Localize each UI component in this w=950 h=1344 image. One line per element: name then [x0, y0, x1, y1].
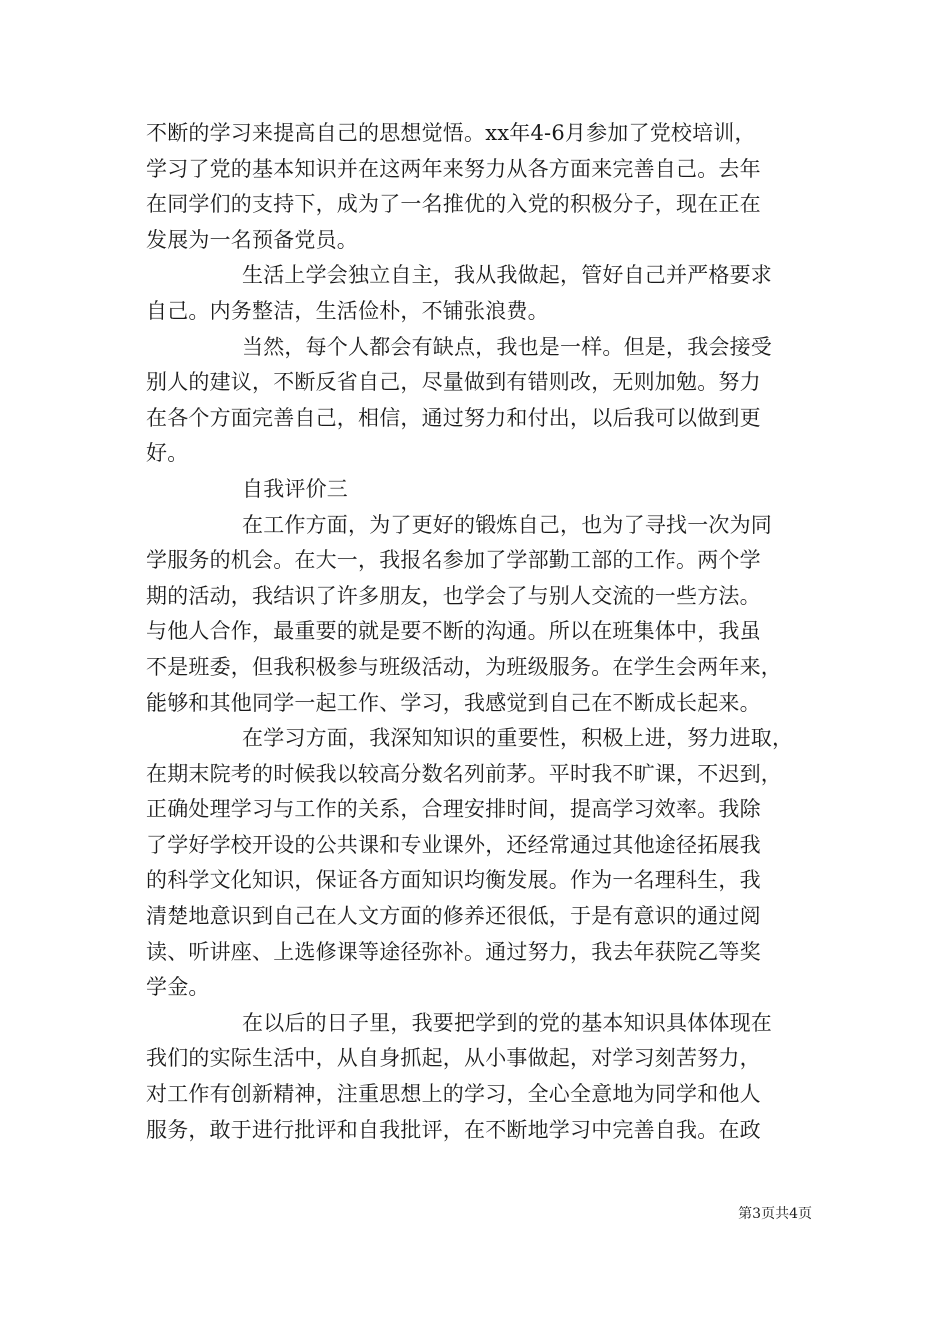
text-line: 好。: [146, 441, 189, 466]
text-line: 读、听讲座、上选修课等途径弥补。通过努力，我去年获院乙等奖: [146, 939, 761, 964]
document-body: [146, 116, 812, 1148]
paragraph-start-line: 生活上学会独立自主，我从我做起，管好自己并严格要求: [242, 263, 772, 288]
text-line: 在各个方面完善自己，相信，通过努力和付出，以后我可以做到更: [146, 405, 761, 430]
text-line: 别人的建议，不断反省自己，尽量做到有错则改，无则加勉。努力: [146, 370, 761, 395]
text-line: 发展为一名预备党员。: [146, 227, 358, 252]
section-heading: 自我评价三: [242, 476, 348, 501]
text-line: 与他人合作，最重要的就是要不断的沟通。所以在班集体中，我虽: [146, 619, 761, 644]
text-line: 学习了党的基本知识并在这两年来努力从各方面来完善自己。去年: [146, 156, 761, 181]
text-line: 清楚地意识到自己在人文方面的修养还很低，于是有意识的通过阅: [146, 904, 761, 929]
paragraph-start-line: 在工作方面，为了更好的锻炼自己，也为了寻找一次为同: [242, 512, 772, 537]
text-line: 的科学文化知识，保证各方面知识均衡发展。作为一名理科生，我: [146, 868, 761, 893]
text-line: 不是班委，但我积极参与班级活动，为班级服务。在学生会两年来，: [146, 654, 782, 679]
text-line: 我们的实际生活中，从自身抓起，从小事做起，对学习刻苦努力，: [146, 1046, 761, 1071]
text-line: 学金。: [146, 975, 210, 1000]
text-line: 服务，敢于进行批评和自我批评，在不断地学习中完善自我。在政: [146, 1117, 761, 1142]
text-line: 了学好学校开设的公共课和专业课外，还经常通过其他途径拓展我: [146, 832, 761, 857]
text-line: 学服务的机会。在大一，我报名参加了学部勤工部的工作。两个学: [146, 548, 761, 573]
text-line: 在期末院考的时候我以较高分数名列前茅。平时我不旷课，不迟到，: [146, 761, 782, 786]
paragraph-start-line: 当然，每个人都会有缺点，我也是一样。但是，我会接受: [242, 334, 772, 359]
page-number-footer: 第3页共4页: [738, 1206, 812, 1222]
text-line: 对工作有创新精神，注重思想上的学习，全心全意地为同学和他人: [146, 1082, 761, 1107]
text-line: 不断的学习来提高自己的思想觉悟。xx年4-6月参加了党校培训，: [146, 121, 756, 145]
text-line: 正确处理学习与工作的关系，合理安排时间，提高学习效率。我除: [146, 797, 761, 822]
paragraph-start-line: 在学习方面，我深知知识的重要性，积极上进，努力进取，: [242, 726, 794, 751]
paragraph-start-line: 在以后的日子里，我要把学到的党的基本知识具体体现在: [242, 1010, 772, 1035]
text-line: 自己。内务整洁，生活俭朴，不铺张浪费。: [146, 298, 549, 323]
text-line: 能够和其他同学一起工作、学习，我感觉到自己在不断成长起来。: [146, 690, 761, 715]
text-line: 在同学们的支持下，成为了一名推优的入党的积极分子，现在正在: [146, 192, 761, 217]
text-line: 期的活动，我结识了许多朋友，也学会了与别人交流的一些方法。: [146, 583, 761, 608]
